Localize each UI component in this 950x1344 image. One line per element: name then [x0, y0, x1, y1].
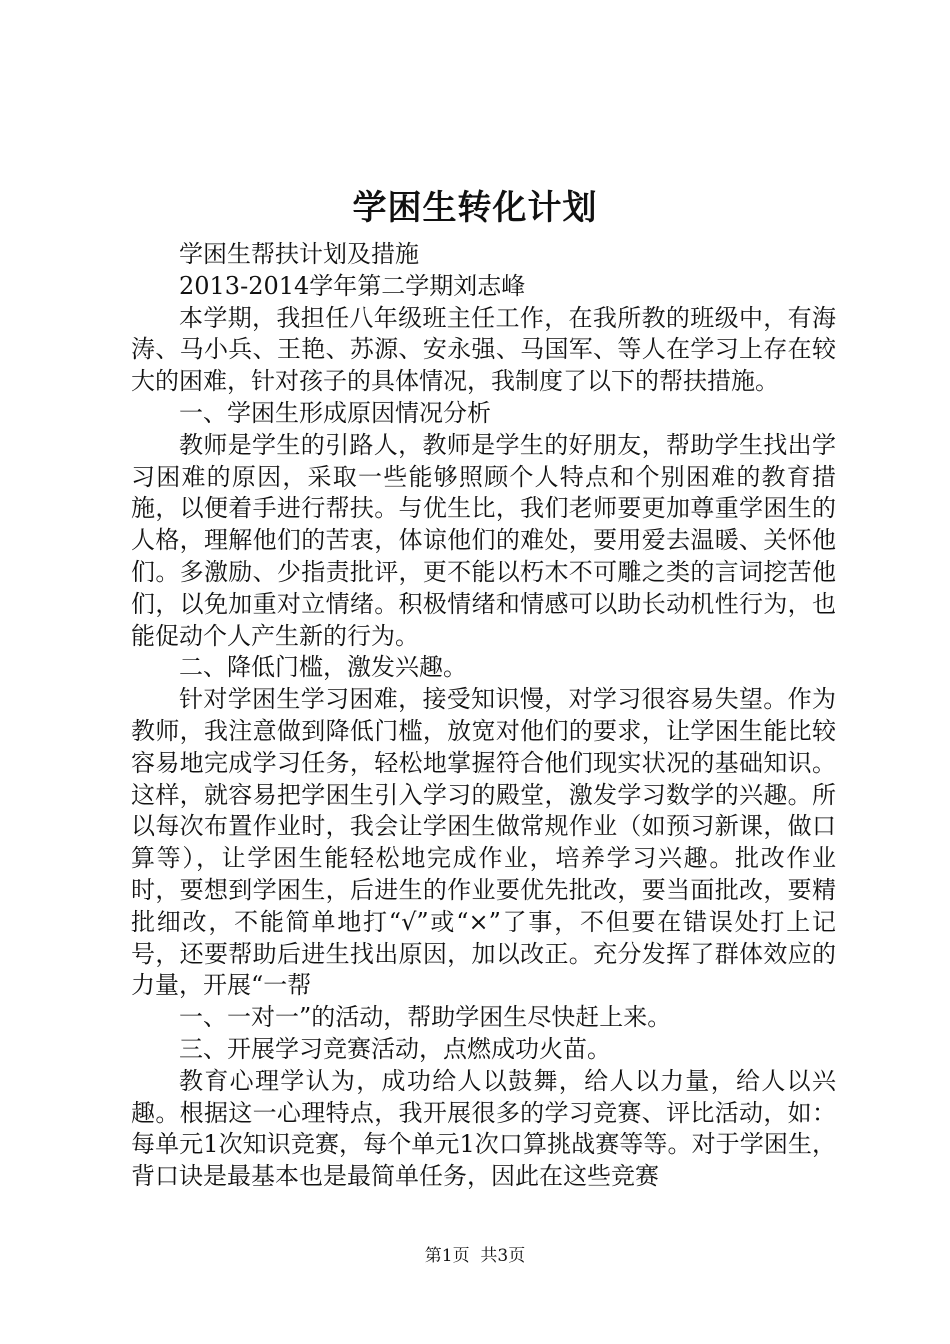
- semester-author-line: 2013-2014学年第二学期刘志峰: [179, 271, 526, 300]
- intro-paragraph: 本学期，我担任八年级班主任工作，在我所教的班级中，有海涛、马小兵、王艳、苏源、安永强、马国军、等人在学习上存在较大的困难，针对孩子的具体情况，我制度了以下的帮扶措施。: [131, 303, 836, 396]
- subtitle-paragraph: 学困生帮扶计划及措施: [179, 240, 419, 268]
- document-title: 学困生转化计划: [352, 188, 598, 228]
- section-heading-1: 一、学困生形成原因情况分析: [179, 398, 491, 427]
- page-footer: [0, 1244, 950, 1268]
- document-body: [131, 239, 836, 1193]
- section-1-paragraph: 教师是学生的引路人，教师是学生的好朋友，帮助学生找出学习困难的原因，采取一些能够照顾个人特点和个别困难的教育措施，以便着手进行帮扶。与优生比，我们老师要更加尊重学困生的人格，理解他们的苦衷，体谅他们的难处，要用爱去温暖、关怀他们。多激励、少指责批评，更不能以朽木不可雕之类的言词挖苦他们，以免加重对立情绪。积极情绪和情感可以助长动机性行为，也能促动个人产生新的行为。: [131, 430, 836, 650]
- page-number: 第1页: [424, 1246, 470, 1266]
- section-heading-2: 二、降低门槛，激发兴趣。: [179, 653, 467, 682]
- page-total: 共3页: [480, 1246, 526, 1266]
- section-2-paragraph: 针对学困生学习困难，接受知识慢，对学习很容易失望。作为教师，我注意做到降低门槛，放宽对他们的要求，让学困生能比较容易地完成学习任务，轻松地掌握符合他们现实状况的基础知识。这样，就容易把学困生引入学习的殿堂，激发学习数学的兴趣。所以每次布置作业时，我会让学困生做常规作业（如预习新课，做口算等），让学困生能轻松地完成作业，培养学习兴趣。批改作业时，要想到学困生，后进生的作业要优先批改，要当面批改，要精批细改，不能简单地打“√”或“×”了事，不但要在错误处打上记号，还要帮助后进生找出原因，加以改正。充分发挥了群体效应的力量，开展“一帮: [131, 685, 836, 1000]
- section-2-continuation: 一、一对一”的活动，帮助学困生尽快赶上来。: [179, 1003, 672, 1032]
- section-3-paragraph: 教育心理学认为，成功给人以鼓舞，给人以力量，给人以兴趣。根据这一心理特点，我开展很多的学习竞赛、评比活动，如：每单元1次知识竞赛，每个单元1次口算挑战赛等等。对于学困生，背口诀是最基本也是最简单任务，因此在这些竞赛: [131, 1066, 836, 1191]
- section-heading-3: 三、开展学习竞赛活动，点燃成功火苗。: [179, 1034, 611, 1063]
